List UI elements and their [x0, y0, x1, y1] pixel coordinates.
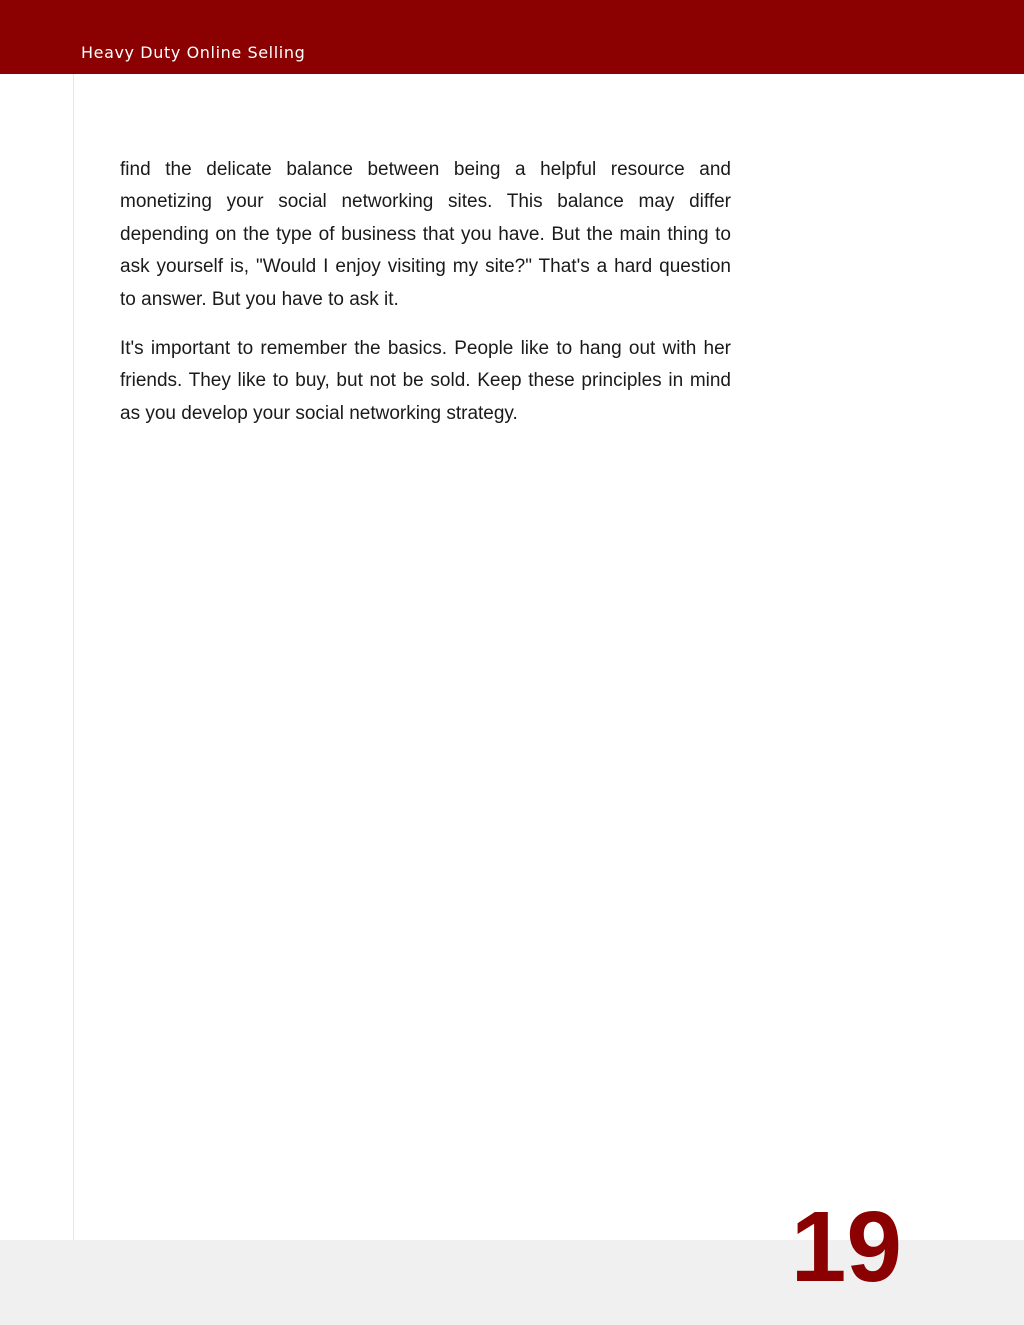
- page-number: 19: [790, 1191, 902, 1303]
- header-bar: [0, 0, 1024, 74]
- header-title: Heavy Duty Online Selling: [81, 43, 306, 62]
- paragraph: find the delicate balance between being a helpful resource and monetizing your social networking sites. This balance may differ depending on the type of business that you have. But the main thing to ask yourself is, "Would I enjoy visiting my site?" That's a hard question to answer. But you have to ask it.: [120, 159, 731, 310]
- margin-rule: [73, 74, 74, 1240]
- paragraph: It's important to remember the basics. People like to hang out with her friends. They like to buy, but not be sold. Keep these principles in mind as you develop your social networking strategy.: [120, 338, 731, 424]
- body-text: [120, 154, 731, 447]
